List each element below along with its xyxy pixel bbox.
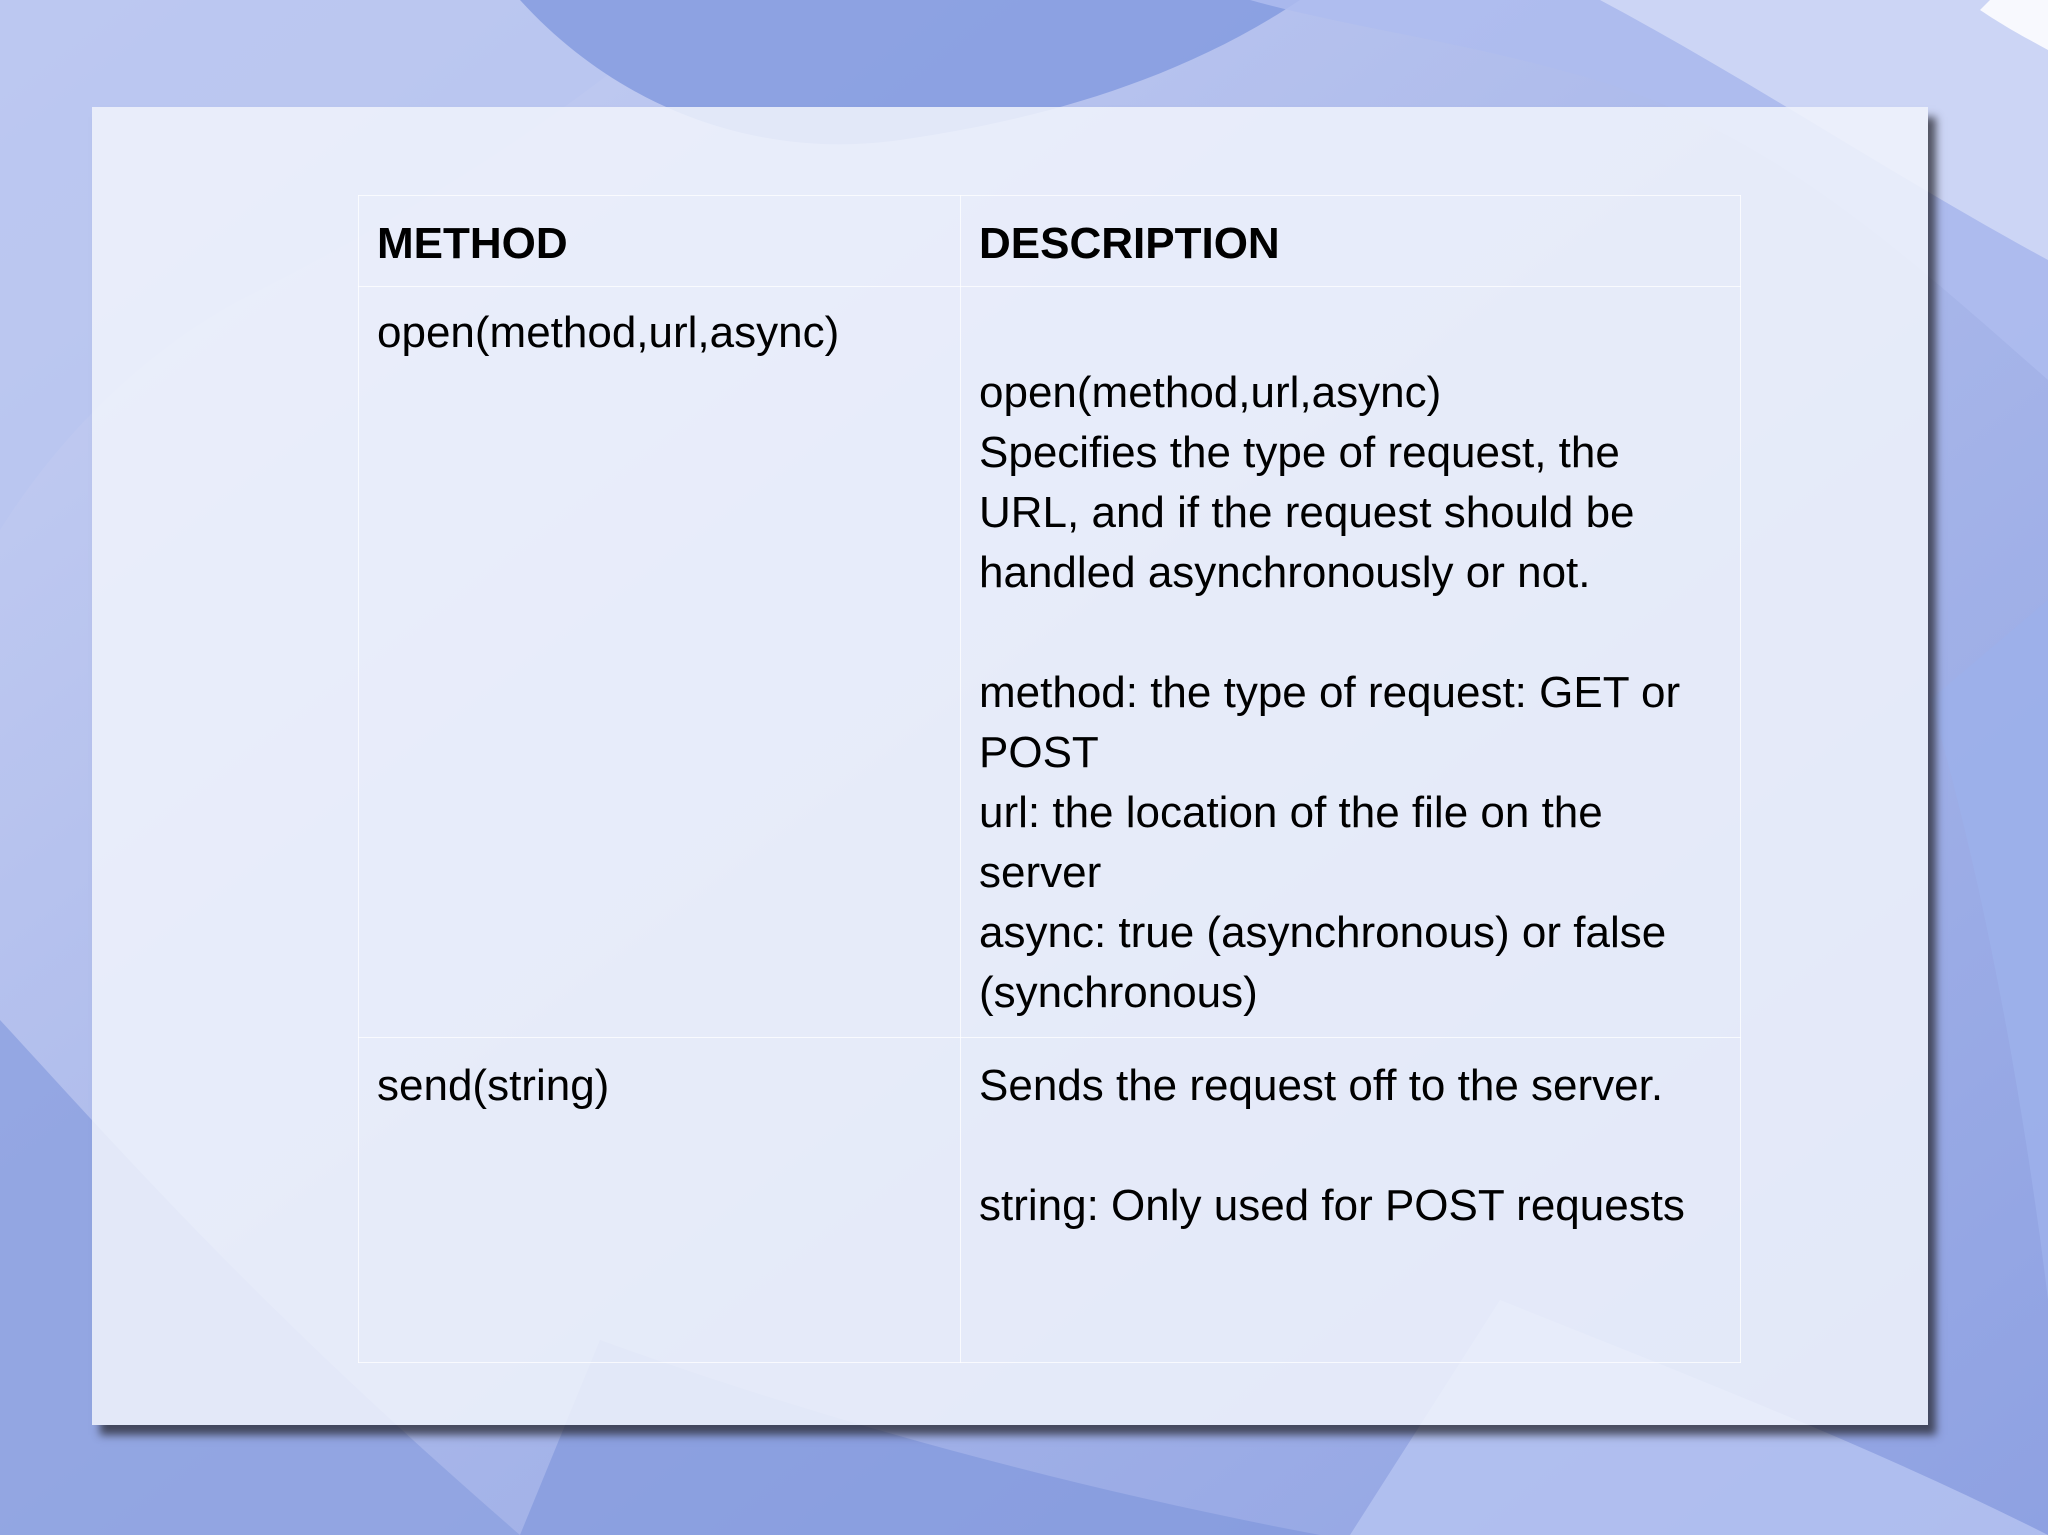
method-cell: open(method,url,async): [359, 287, 961, 1038]
method-column-header: METHOD: [359, 196, 961, 287]
methods-table: [358, 195, 1741, 1363]
method-cell: send(string): [359, 1038, 961, 1363]
description-column-header: DESCRIPTION: [961, 196, 1741, 287]
description-cell: open(method,url,async) Specifies the type of request, the URL, and if the request should be handled asynchronously or not. method: the type of request: GET or POST url: the location of the file on the server async: true (asynchronous) or false (synchronous): [961, 287, 1741, 1038]
table-row: [359, 1038, 1741, 1363]
table-header-row: [359, 196, 1741, 287]
description-cell: Sends the request off to the server. string: Only used for POST requests: [961, 1038, 1741, 1363]
table-row: [359, 287, 1741, 1038]
